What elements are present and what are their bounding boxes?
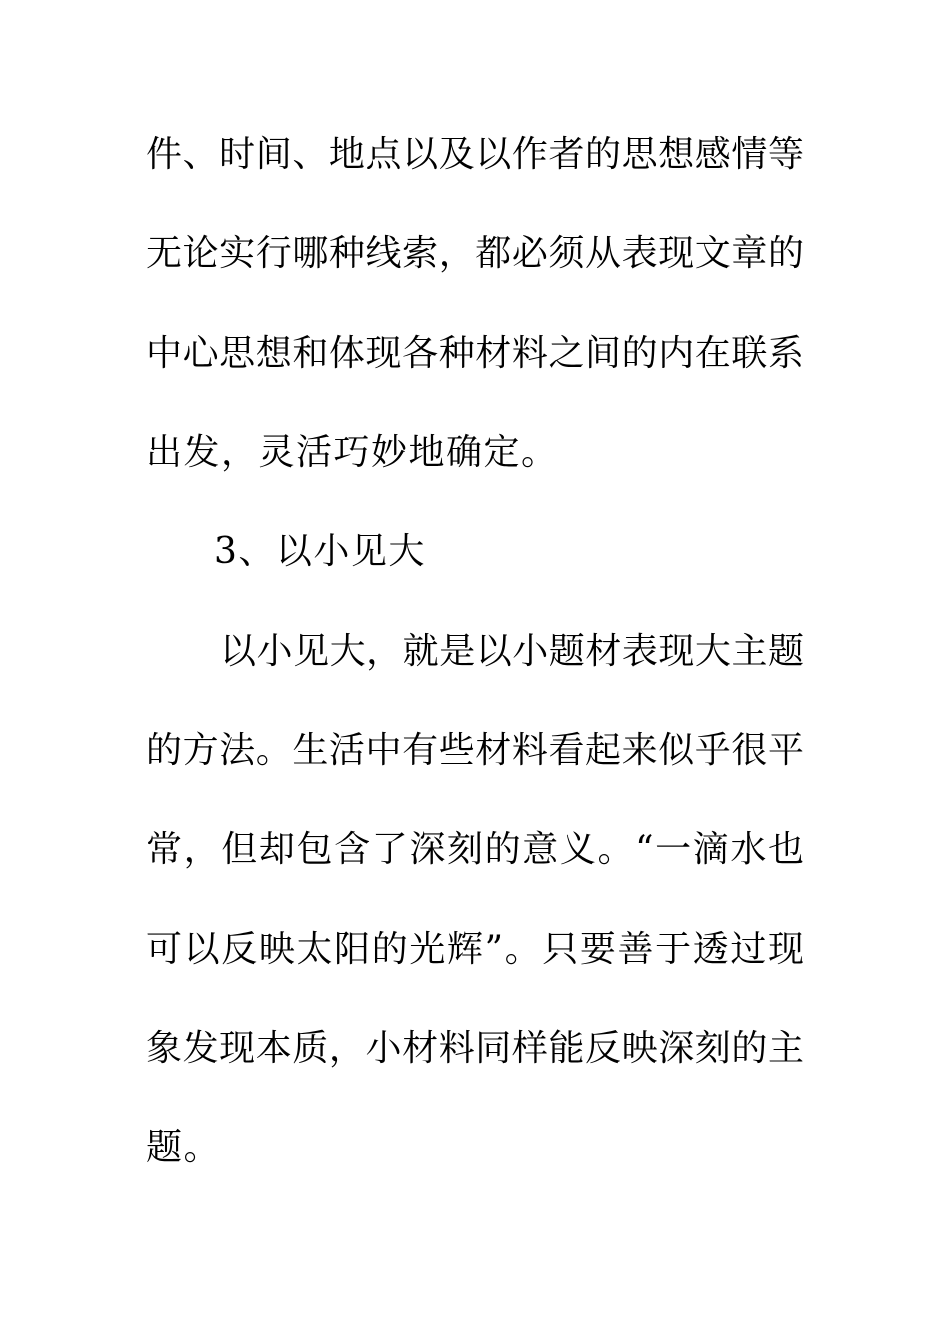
- text-line: 无论实行哪种线索，都必须从表现文章的: [146, 233, 804, 274]
- text-line: 题。: [146, 1127, 222, 1168]
- text-line: 出发，灵活巧妙地确定。: [146, 432, 559, 473]
- text-line: 件、时间、地点以及以作者的思想感情等: [146, 134, 804, 175]
- text-line: 的方法。生活中有些材料看起来似乎很平: [146, 730, 804, 771]
- text-line: 可以反映太阳的光辉”。只要善于透过现: [146, 929, 804, 970]
- section-heading: 3、以小见大: [214, 531, 426, 572]
- text-line: 象发现本质，小材料同样能反映深刻的主: [146, 1028, 804, 1069]
- text-line: 常，但却包含了深刻的意义。“一滴水也: [146, 829, 804, 870]
- paragraph-first-line: 以小见大，就是以小题材表现大主题: [220, 631, 804, 672]
- text-line: 中心思想和体现各种材料之间的内在联系: [146, 333, 804, 374]
